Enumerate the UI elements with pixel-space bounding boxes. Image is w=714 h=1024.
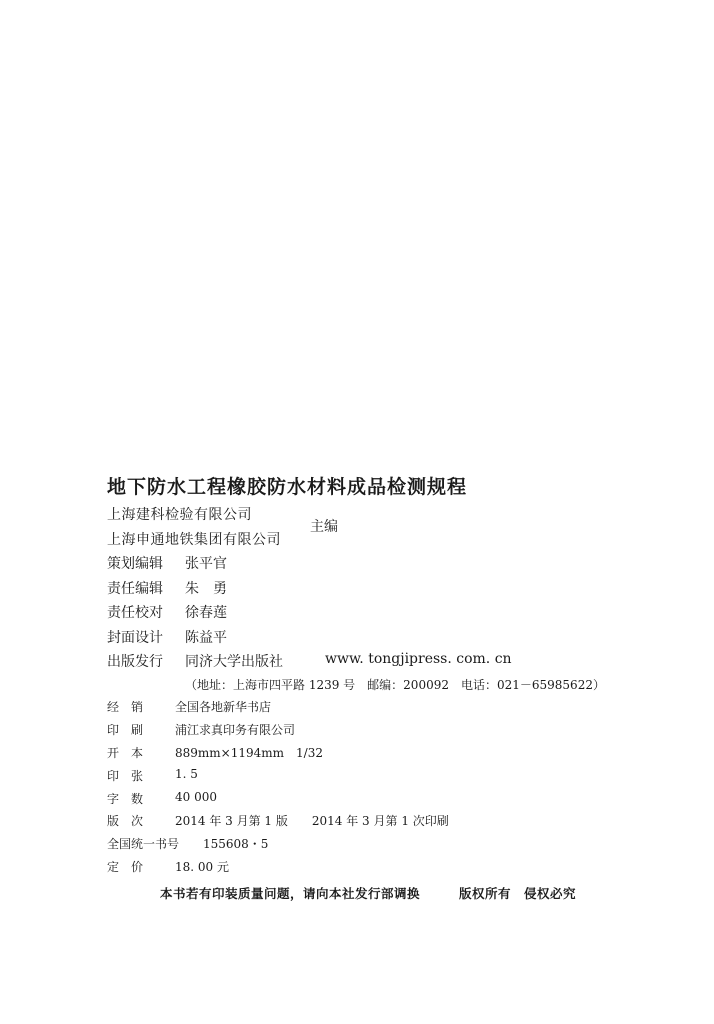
credit-label-responsible-editor: 责任编辑	[107, 581, 163, 597]
spec-label-price: 定 价	[107, 860, 144, 874]
credit-label-proofreader: 责任校对	[107, 605, 163, 621]
footer-notice: 本书若有印装质量问题，请向本社发行部调换 版权所有 侵权必究	[160, 886, 577, 901]
spec-label-format: 开 本	[107, 746, 144, 760]
credit-value-cover-design: 陈益平	[185, 630, 227, 646]
spec-value-word-count: 40 000	[175, 790, 217, 804]
spec-label-word-count: 字 数	[107, 792, 144, 806]
spec-label-distributor: 经 销	[107, 700, 144, 714]
publisher-address: （地址：上海市四平路 1239 号 邮编：200092 电话：021－65985622）	[185, 678, 605, 692]
credit-value-proofreader: 徐春莲	[185, 605, 227, 621]
spec-label-edition: 版 次	[107, 814, 144, 828]
book-title: 地下防水工程橡胶防水材料成品检测规程	[107, 476, 468, 498]
spec-value-edition: 2014 年 3 月第 1 版 2014 年 3 月第 1 次印刷	[175, 814, 449, 828]
spec-label-sheets: 印 张	[107, 769, 144, 783]
issuer-value: 同济大学出版社	[185, 654, 283, 670]
spec-label-printer: 印 刷	[107, 723, 144, 737]
spec-value-price: 18. 00 元	[175, 860, 229, 874]
spec-label-isbn: 全国统一书号	[107, 837, 180, 851]
issuer-label: 出版发行	[107, 654, 163, 670]
publisher-2: 上海申通地铁集团有限公司	[107, 532, 281, 548]
spec-value-distributor: 全国各地新华书店	[175, 700, 272, 714]
credit-value-responsible-editor: 朱 勇	[185, 581, 227, 597]
spec-value-printer: 浦江求真印务有限公司	[175, 723, 296, 737]
credit-value-planning-editor: 张平官	[185, 556, 227, 572]
credit-label-cover-design: 封面设计	[107, 630, 163, 646]
credit-label-planning-editor: 策划编辑	[107, 556, 163, 572]
publisher-website: www. tongjipress. com. cn	[325, 651, 512, 667]
publisher-1: 上海建科检验有限公司	[107, 507, 252, 523]
editor-role: 主编	[310, 519, 338, 535]
spec-value-isbn: 155608・5	[203, 837, 269, 851]
spec-value-sheets: 1. 5	[175, 767, 198, 781]
spec-value-format: 889mm×1194mm 1/32	[175, 746, 323, 760]
